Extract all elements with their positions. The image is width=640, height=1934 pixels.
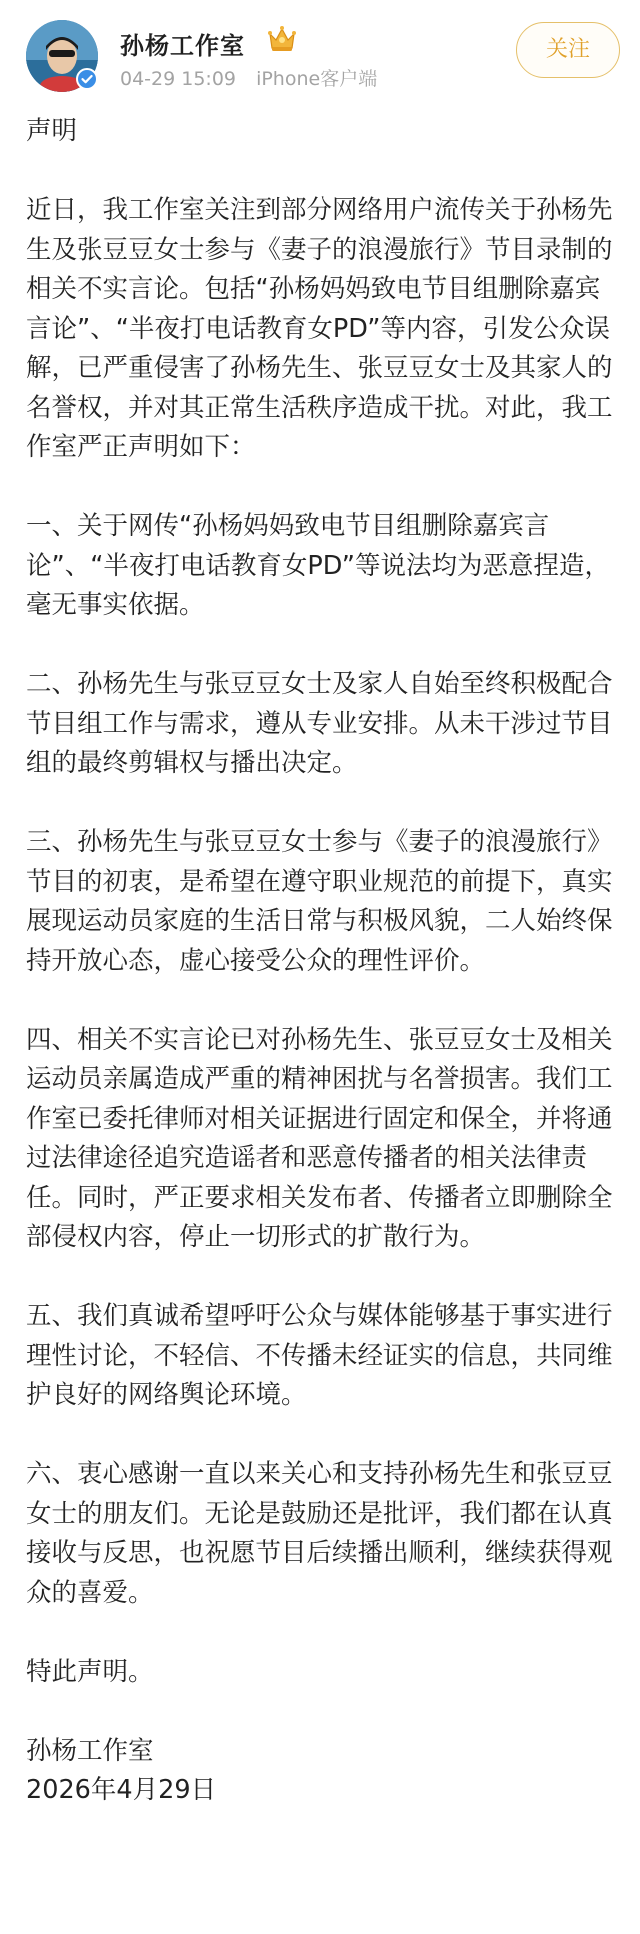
statement-point-6: 六、衷心感谢一直以来关心和支持孙杨先生和张豆豆女士的朋友们。无论是鼓励还是批评，我们都在认真接收与反思，也祝愿节目后续播出顺利，继续获得观众的喜爱。 (26, 1459, 613, 1608)
post-timestamp: 04-29 15:09 (120, 68, 237, 90)
post-body (26, 112, 622, 1811)
statement-point-2: 二、孙杨先生与张豆豆女士及家人自始至终积极配合节目组工作与需求，遵从专业安排。从未干涉过节目组的最终剪辑权与播出决定。 (26, 669, 613, 778)
crown-vip-icon (266, 24, 298, 54)
statement-point-3: 三、孙杨先生与张豆豆女士参与《妻子的浪漫旅行》节目的初衷，是希望在遵守职业规范的前提下，真实展现运动员家庭的生活日常与积极风貌，二人始终保持开放心态，虚心接受公众的理性评价。 (26, 827, 613, 976)
statement-date: 2026年4月29日 (26, 1775, 217, 1805)
statement-closing: 特此声明。 (26, 1656, 154, 1687)
post-source: iPhone客户端 (256, 68, 378, 90)
statement-intro: 近日，我工作室关注到部分网络用户流传关于孙杨先生及张豆豆女士参与《妻子的浪漫旅行》节目录制的相关不实言论。包括“孙杨妈妈致电节目组删除嘉宾言论”、“半夜打电话教育女PD”等内容，引发公众误解，已严重侵害了孙杨先生、张豆豆女士及其家人的名誉权，并对其正常生活秩序造成干扰。对此，我工作室严正声明如下： (26, 195, 613, 462)
verified-check-icon (76, 68, 98, 90)
statement-point-4: 四、相关不实言论已对孙杨先生、张豆豆女士及相关运动员亲属造成严重的精神困扰与名誉损害。我们工作室已委托律师对相关证据进行固定和保全，并将通过法律途径追究造谣者和恶意传播者的相关法律责任。同时，严正要求相关发布者、传播者立即删除全部侵权内容，停止一切形式的扩散行为。 (26, 1024, 613, 1252)
statement-point-1: 一、关于网传“孙杨妈妈致电节目组删除嘉宾言论”、“半夜打电话教育女PD”等说法均为恶意捏造，毫无事实依据。 (26, 511, 610, 620)
author-name[interactable]: 孙杨工作室 (120, 32, 245, 60)
post-meta (120, 64, 391, 91)
statement-heading: 声明 (26, 116, 78, 146)
statement-point-5: 五、我们真诚希望呼吁公众与媒体能够基于事实进行理性讨论，不轻信、不传播未经证实的信息，共同维护良好的网络舆论环境。 (26, 1301, 613, 1410)
follow-button[interactable]: 关注 (516, 22, 620, 78)
statement-signature: 孙杨工作室 (26, 1735, 154, 1766)
post-header (0, 0, 640, 108)
